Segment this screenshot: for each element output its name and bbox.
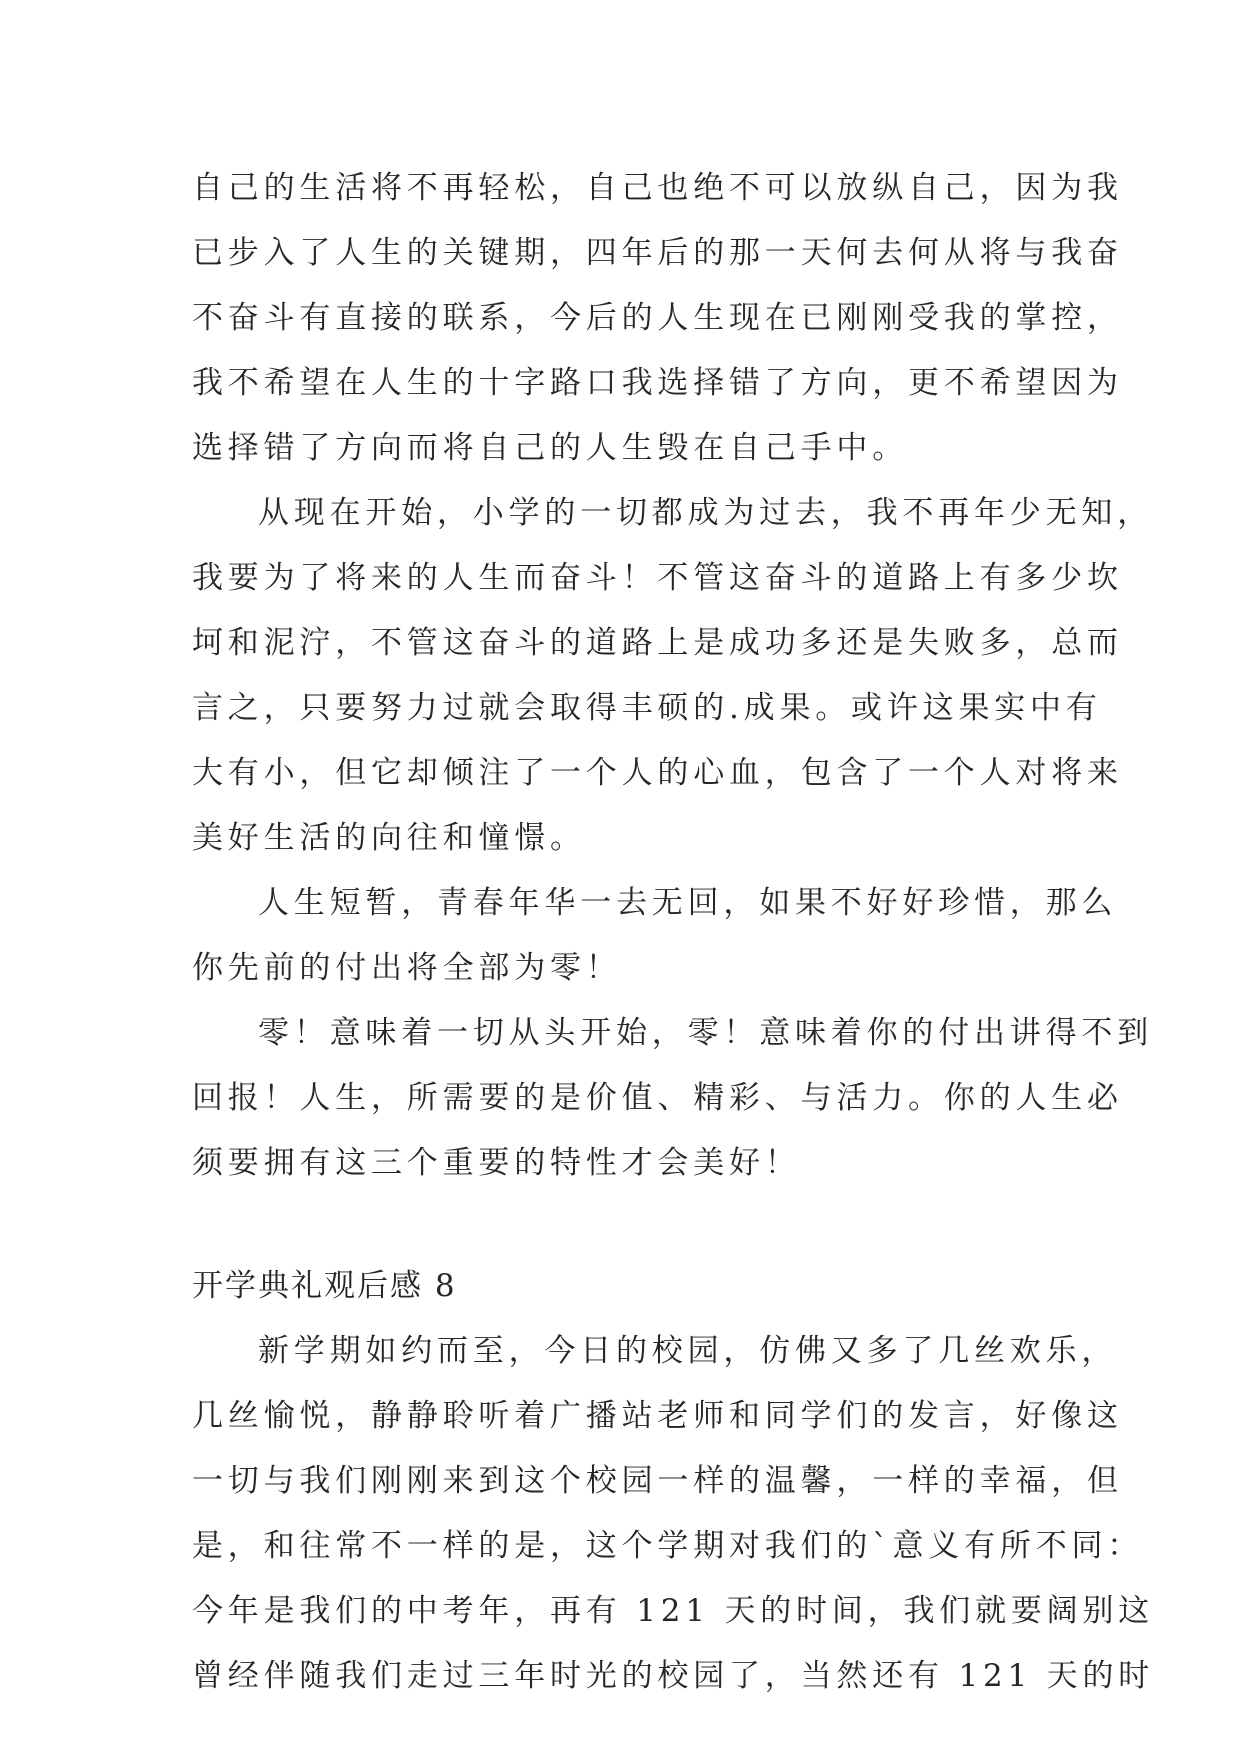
text-line: 人生短暂，青春年华一去无回，如果不好好珍惜，那么 <box>258 885 1118 921</box>
text-line: 几丝愉悦，静静聆听着广播站老师和同学们的发言，好像这 <box>192 1398 1123 1434</box>
text-line: 一切与我们刚刚来到这个校园一样的温馨，一样的幸福，但 <box>192 1463 1123 1499</box>
text-line: 言之，只要努力过就会取得丰硕的.成果。或许这果实中有 <box>192 690 1102 726</box>
text-line: 曾经伴随我们走过三年时光的校园了，当然还有 121 天的时 <box>192 1658 1155 1694</box>
text-line: 坷和泥泞，不管这奋斗的道路上是成功多还是失败多，总而 <box>192 625 1123 661</box>
section-spacer <box>192 1196 1052 1254</box>
text-line: 美好生活的向往和憧憬。 <box>192 820 586 856</box>
text-line: 自己的生活将不再轻松，自己也绝不可以放纵自己，因为我 <box>192 170 1123 206</box>
document-body <box>192 156 1155 1709</box>
text-line: 我要为了将来的人生而奋斗！不管这奋斗的道路上有多少坎 <box>192 560 1123 596</box>
text-line: 今年是我们的中考年，再有 121 天的时间，我们就要阔别这 <box>192 1593 1155 1629</box>
text-line: 你先前的付出将全部为零！ <box>192 950 622 986</box>
text-line: 选择错了方向而将自己的人生毁在自己手中。 <box>192 430 908 466</box>
text-line: 已步入了人生的关键期，四年后的那一天何去何从将与我奋 <box>192 235 1123 271</box>
text-line: 须要拥有这三个重要的特性才会美好！ <box>192 1145 801 1181</box>
text-line: 零！意味着一切从头开始，零！意味着你的付出讲得不到 <box>258 1015 1153 1051</box>
paragraph <box>192 156 1123 481</box>
text-line: 回报！人生，所需要的是价值、精彩、与活力。你的人生必 <box>192 1080 1123 1116</box>
paragraph <box>192 1001 1153 1196</box>
text-line: 从现在开始，小学的一切都成为过去，我不再年少无知， <box>258 495 1153 531</box>
text-line: 我不希望在人生的十字路口我选择错了方向，更不希望因为 <box>192 365 1123 401</box>
section-heading: 开学典礼观后感 8 <box>192 1268 457 1304</box>
text-line: 大有小，但它却倾注了一个人的心血，包含了一个人对将来 <box>192 755 1123 791</box>
text-line: 不奋斗有直接的联系，今后的人生现在已刚刚受我的掌控， <box>192 300 1123 336</box>
paragraph <box>192 871 1118 1001</box>
text-line: 新学期如约而至，今日的校园，仿佛又多了几丝欢乐， <box>258 1333 1118 1369</box>
paragraph <box>192 1319 1155 1709</box>
paragraph <box>192 481 1153 871</box>
text-line: 是，和往常不一样的是，这个学期对我们的`意义有所不同： <box>192 1528 1144 1564</box>
